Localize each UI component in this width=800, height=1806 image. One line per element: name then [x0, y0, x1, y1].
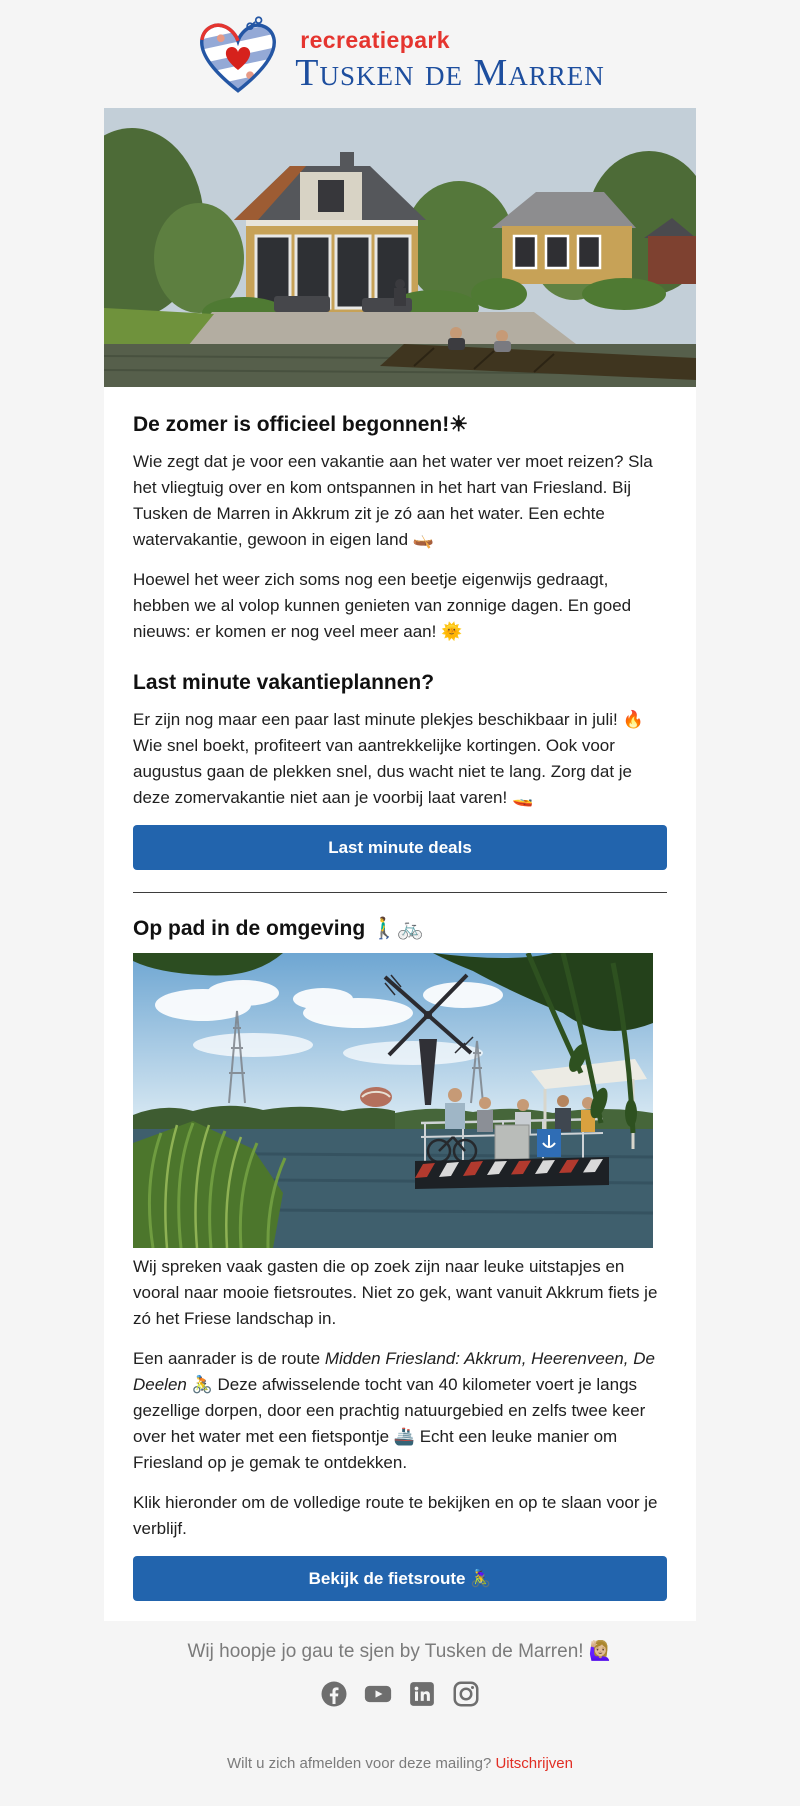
linkedin-icon[interactable]: [407, 1679, 437, 1709]
brand-name: Tusken de Marren: [295, 51, 605, 94]
lastminute-heading: Last minute vakantieplannen?: [133, 671, 435, 694]
farewell-text: Wij hoopje jo gau te sjen by Tusken de Marren! 🙋🏼‍♀️: [187, 1641, 613, 1662]
intro-heading: De zomer is officieel begonnen!☀: [133, 413, 469, 436]
heart-flag-logo-icon: [195, 16, 281, 105]
route-detail-text: 🚴 Deze afwisselende tocht van 40 kilometer voert je langs gezellige dorpen, door een prachtig natuurgebied en zelfs twee keer over het water met een fietspontje 🚢 Echt een leuke manier om Friesland op je gemak te ontdekken.: [133, 1375, 646, 1472]
brand-tagline: recreatiepark: [300, 26, 450, 53]
unsubscribe-question: Wilt u zich afmelden voor deze mailing?: [227, 1755, 492, 1772]
intro-paragraph-1: Wie zegt dat je voor een vakantie aan het water ver moet reizen? Sla het vliegtuig over en kom ontspannen in het hart van Friesland. Bij Tusken de Marren in Akkrum zit je zó aan het water. Een echte watervakantie, gewoon in eigen land 🛶: [133, 452, 653, 549]
route-name-text: Midden Friesland: Akkrum, Heerenveen, De Deelen: [133, 1349, 655, 1394]
cycle-route-photo: [133, 953, 667, 1248]
oppad-paragraph-1: Wij spreken vaak gasten die op zoek zijn naar leuke uitstapjes en vooral naar mooie fietsroutes. Niet zo gek, want vanuit Akkrum fiets je zó het Friese landschap in.: [133, 1257, 658, 1328]
lastminute-paragraph: Er zijn nog maar een paar last minute plekjes beschikbaar in juli! 🔥 Wie snel boekt, profiteert van aantrekkelijke kortingen. Ook voor augustus gaan de plekken snel, dus wacht niet te lang. Zorg dat je deze zomervakantie niet aan je voorbij laat varen! 🚤: [133, 710, 644, 807]
social-links: [0, 1679, 800, 1709]
newsletter-card: [104, 108, 696, 1621]
hero-photo: [104, 108, 696, 387]
unsubscribe-link[interactable]: Uitschrijven: [495, 1755, 573, 1772]
facebook-icon[interactable]: [319, 1679, 349, 1709]
oppad-paragraph-3: Klik hieronder om de volledige route te bekijken en op te slaan voor je verblijf.: [133, 1493, 658, 1538]
unsubscribe-text: [0, 1755, 800, 1772]
view-cycle-route-button[interactable]: Bekijk de fietsroute 🚴‍♀️: [133, 1556, 667, 1601]
divider: [133, 892, 667, 893]
route-intro-text: Een aanrader is de route: [133, 1349, 325, 1368]
last-minute-deals-button[interactable]: Last minute deals: [133, 825, 667, 870]
youtube-icon[interactable]: [363, 1679, 393, 1709]
oppad-paragraph-2: [133, 1346, 667, 1476]
footer: [0, 1639, 800, 1772]
brand-logo[interactable]: [0, 0, 800, 106]
oppad-heading: Op pad in de omgeving 🚶‍♂️🚲: [133, 917, 424, 940]
intro-paragraph-2: Hoewel het weer zich soms nog een beetje eigenwijs gedraagt, hebben we al volop kunnen genieten van zonnige dagen. En goed nieuws: er komen er nog veel meer aan! 🌞: [133, 570, 632, 641]
instagram-icon[interactable]: [451, 1679, 481, 1709]
